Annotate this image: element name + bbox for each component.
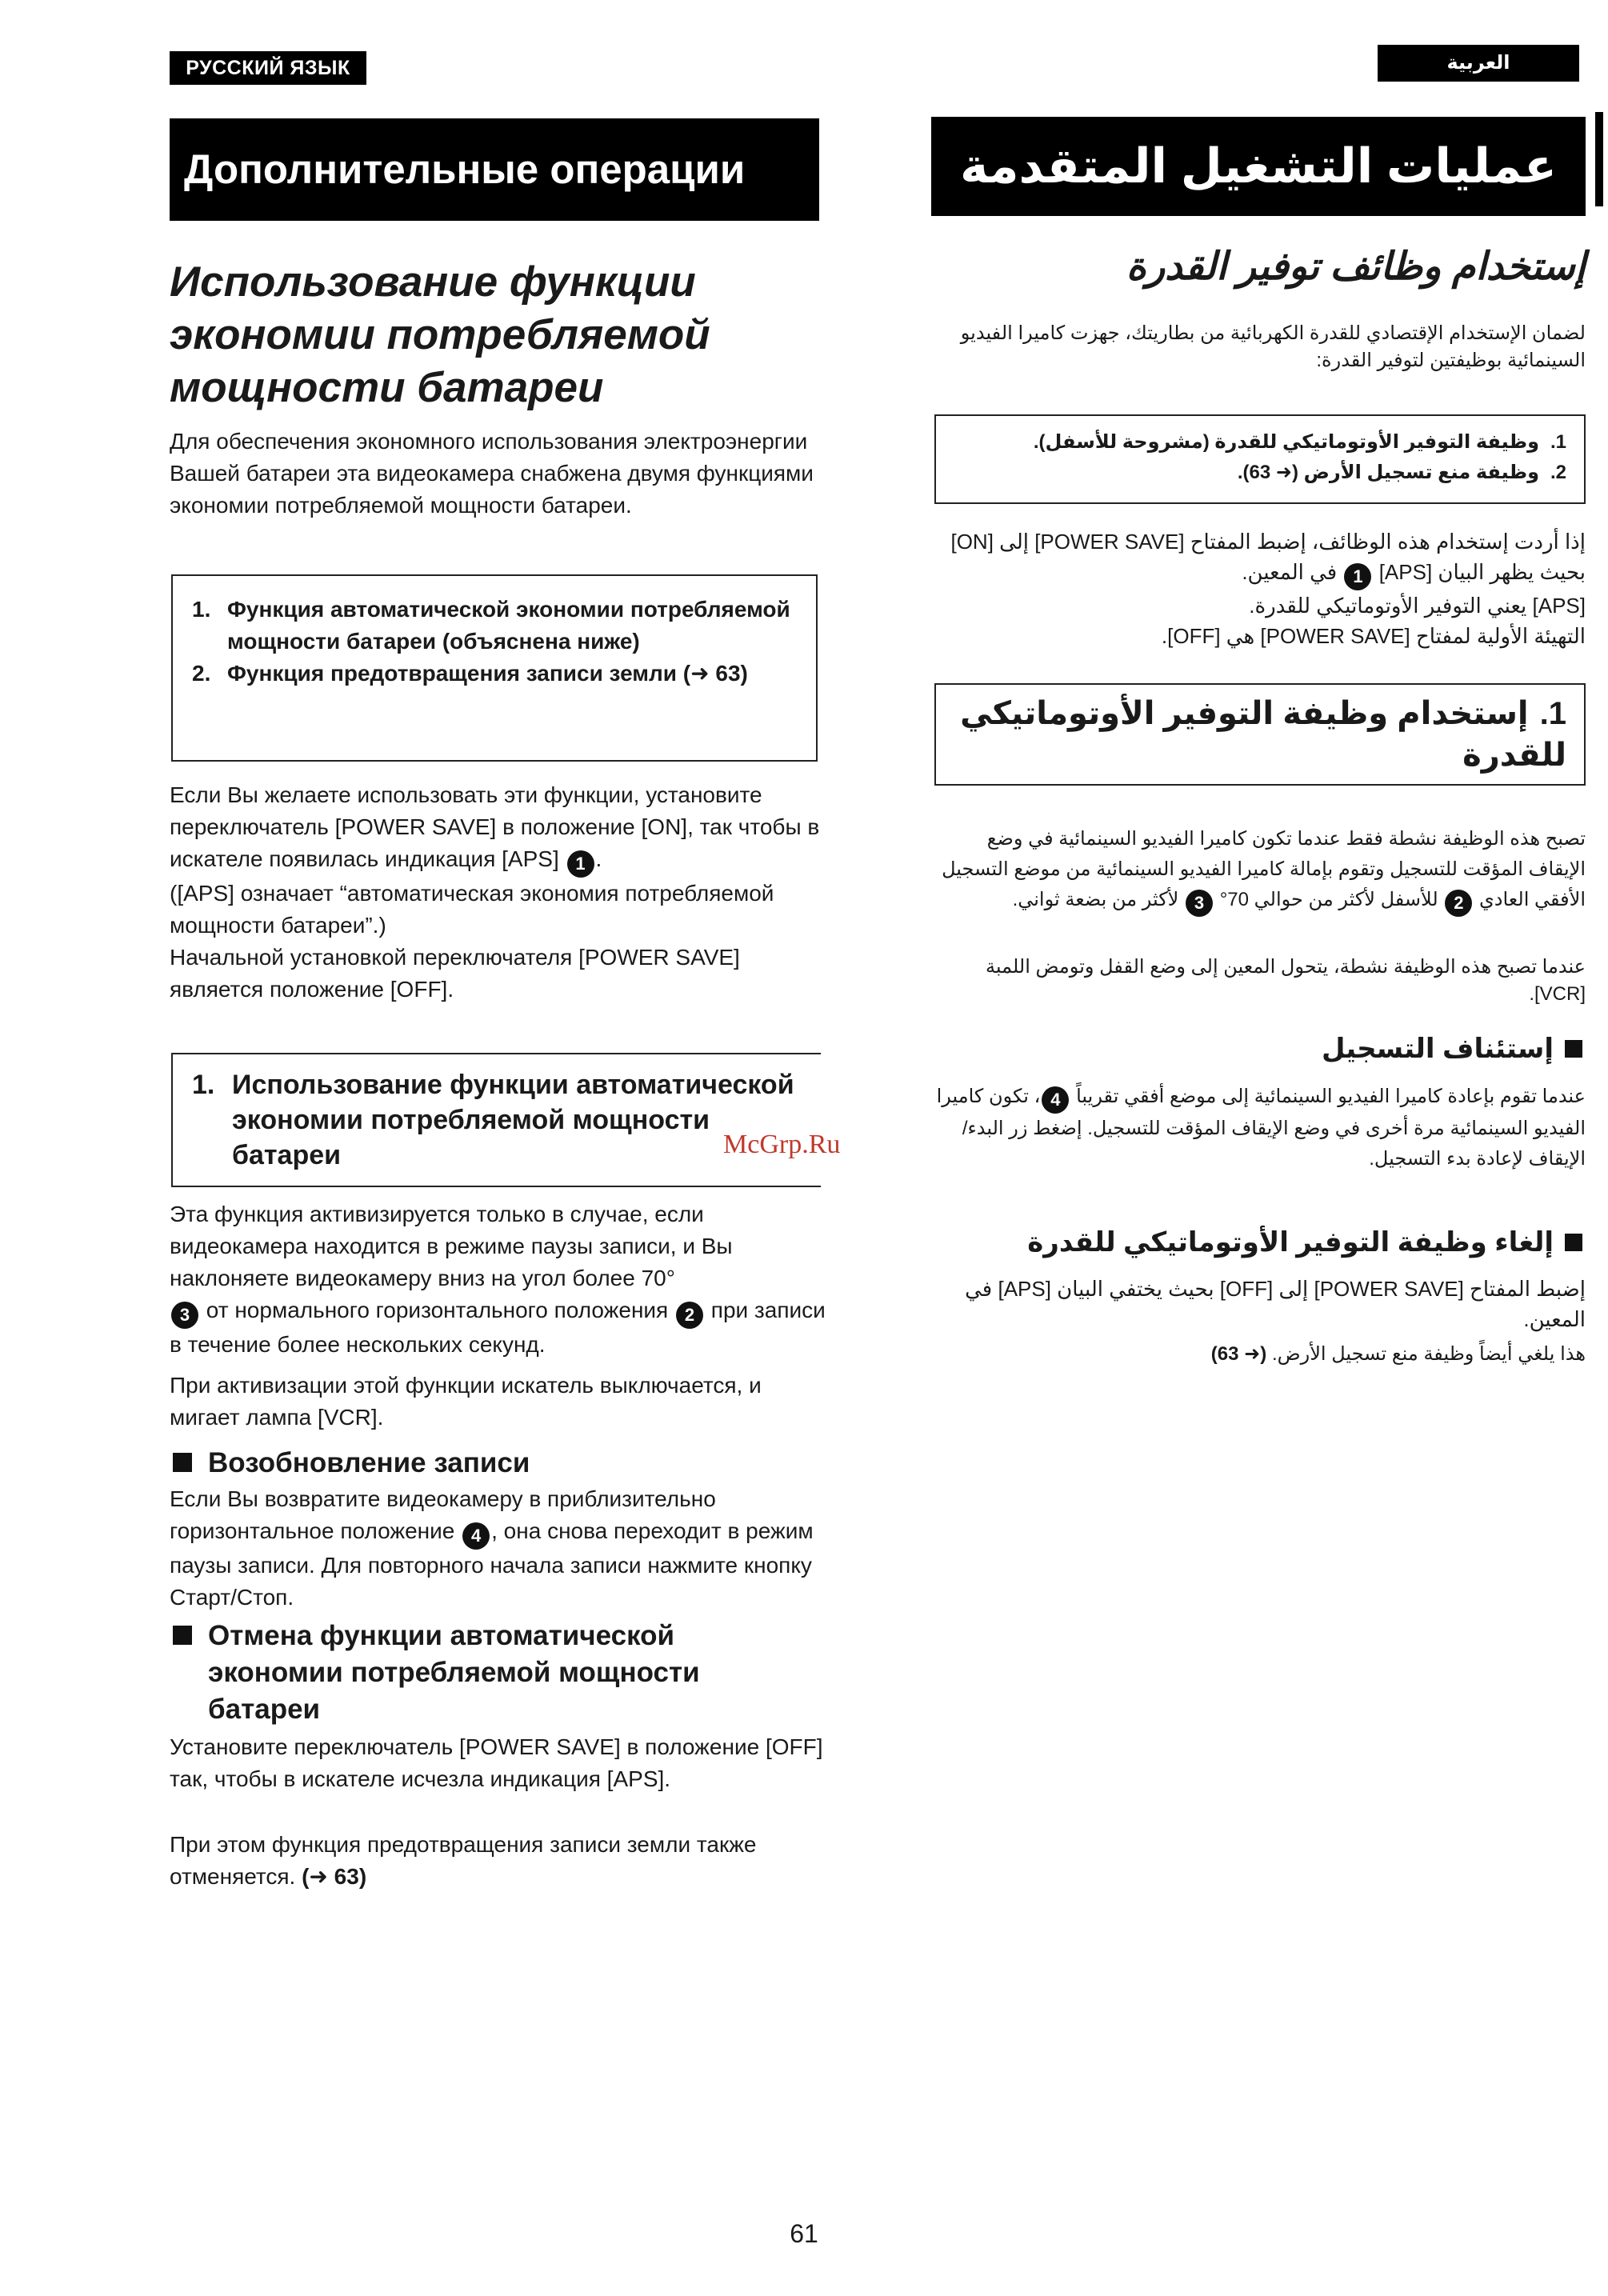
text-fragment: ، تكون كاميرا الفيديو السينمائية مرة أخرى في وضع الإيقاف المؤقت للتسجيل. إضغط زر البدء/الإيقاف لإعادة بدء التسجيل. (936, 1086, 1586, 1170)
page-reference: (➜ 63) (302, 1864, 367, 1889)
switch-paragraph-russian (170, 779, 826, 1006)
bullet-square-icon (1565, 1234, 1582, 1251)
list-text: وظيفة التوفير الأوتوماتيكي للقدرة (مشروحة للأسفل). (1033, 431, 1539, 453)
page-title-arabic: إستخدام وظائف توفير القدرة (1126, 246, 1586, 288)
list-item (958, 427, 1566, 458)
language-tab-russian: РУССКИЙ ЯЗЫК (170, 51, 366, 85)
heading-text: إلغاء وظيفة التوفير الأوتوماتيكي للقدرة (1027, 1227, 1554, 1258)
list-item (192, 658, 800, 690)
bullet-square-icon (1565, 1040, 1582, 1058)
list-number: 2. (192, 661, 211, 686)
list-item (192, 594, 800, 658)
list-text: Функция автоматической экономии потребляемой мощности батареи (объяснена ниже) (227, 597, 790, 654)
page-title-russian: Использование функции экономии потребляемой мощности батареи (170, 258, 710, 411)
resume-heading-russian (170, 1445, 826, 1482)
resume-paragraph-arabic (931, 1082, 1586, 1174)
functions-box-arabic (934, 414, 1586, 504)
heading-text: إستخدام وظيفة التوفير الأوتوماتيكي للقدرة (960, 696, 1566, 773)
list-number: 2. (1550, 462, 1566, 483)
list-number: 1. (1539, 696, 1566, 731)
resume-paragraph-russian (170, 1483, 826, 1614)
marker-4-icon: 4 (462, 1522, 490, 1550)
activate-paragraph-russian (170, 1198, 826, 1361)
watermark-link[interactable]: McGrp.Ru (723, 1130, 841, 1159)
list-text: Использование функции автоматической экономии потребляемой мощности батареи (232, 1070, 794, 1170)
text-fragment: . (595, 846, 602, 871)
list-item (958, 458, 1566, 488)
cancel-note-russian (170, 1829, 826, 1893)
text-fragment: عندما تقوم بإعادة كاميرا الفيديو السينمائية إلى موضع أفقي تقريباً (1076, 1086, 1586, 1107)
cancel-heading-russian (170, 1618, 794, 1728)
text-fragment: Если Вы желаете использовать эти функции, установите переключатель [POWER SAVE] в положение [ON], так чтобы в искателе появилась индикация [APS] (170, 782, 820, 871)
list-number: 1. (192, 597, 211, 622)
heading-text: Возобновление записи (208, 1447, 530, 1478)
intro-paragraph-arabic: لضمان الإستخدام الإقتصادي للقدرة الكهربائية من بطاريتك، جهزت كاميرا الفيديو السينمائية بوظيفتين لتوفير القدرة: (960, 322, 1586, 371)
list-text: وظيفة منع تسجيل الأرض (➜ 63). (1237, 462, 1539, 483)
heading-text: إستئناف التسجيل (1321, 1034, 1554, 1064)
text-fragment: при записи в течение более нескольких секунд. (170, 1298, 826, 1357)
text-fragment: При этом функция предотвращения записи земли также отменяется. (170, 1832, 757, 1889)
language-tab-arabic: العربية (1378, 45, 1579, 82)
page-number: 61 (790, 2219, 818, 2248)
functions-list-arabic (958, 427, 1566, 488)
text-fragment: , она снова переходит в режим паузы записи. Для повторного начала записи нажмите кнопку Старт/Стоп. (170, 1518, 814, 1610)
text-fragment: [APS] يعني التوفير الأوتوماتيكي للقدرة. (1249, 594, 1586, 618)
list-item (192, 1067, 816, 1173)
marker-1-icon: 1 (1344, 563, 1371, 590)
functions-box-russian (171, 574, 818, 762)
list-number: 1. (1550, 431, 1566, 453)
resume-heading-arabic (931, 1030, 1586, 1067)
cancel-paragraph-arabic: إضبط المفتاح [POWER SAVE] إلى [OFF] بحيث يختفي البيان [APS] في المعين. (965, 1277, 1586, 1331)
text-fragment: إذا أردت إستخدام هذه الوظائف، إضبط المفتاح [POWER SAVE] إلى [ON] بحيث يظهر البيان [APS] (950, 530, 1586, 584)
text-fragment: от нормального горизонтального положения (206, 1298, 669, 1322)
cancel-heading-arabic (931, 1224, 1586, 1261)
text-fragment: Начальной установкой переключателя [POWER SAVE] является положение [OFF]. (170, 945, 740, 1002)
text-fragment: التهيئة الأولية لمفتاح [POWER SAVE] هي [OFF]. (1161, 624, 1586, 648)
section-banner-arabic: عمليات التشغيل المتقدمة (931, 117, 1586, 216)
text-fragment: ([APS] означает “автоматическая экономия потребляемой мощности батареи”.) (170, 881, 774, 938)
viewfinder-paragraph-arabic: عندما تصبح هذه الوظيفة نشطة، يتحول المعين إلى وضع القفل وتومض اللمبة [VCR]. (985, 956, 1586, 1005)
viewfinder-paragraph-russian: При активизации этой функции искатель выключается, и мигает лампа [VCR]. (170, 1373, 762, 1430)
text-fragment: Если Вы возвратите видеокамеру в приблизительно горизонтальное положение (170, 1486, 716, 1543)
marker-1-icon: 1 (567, 850, 594, 878)
text-fragment: Эта функция активизируется только в случае, если видеокамера находится в режиме паузы записи, и Вы наклоняете видеокамеру вниз на угол более 70° (170, 1202, 733, 1290)
text-fragment: تصبح هذه الوظيفة نشطة فقط عندما تكون كاميرا الفيديو السينمائية في وضع الإيقاف المؤقت للتسجيل وتقوم بإمالة كاميرا الفيديو السينمائية من موضع التسجيل الأفقي العادي (942, 828, 1586, 910)
list-text: Функция предотвращения записи земли (➜ 63) (227, 661, 748, 686)
activate-paragraph-arabic (931, 824, 1586, 917)
text-fragment: في المعين. (1242, 560, 1338, 584)
aps-heading-box-arabic (934, 683, 1586, 786)
aps-heading-box-russian (171, 1053, 821, 1187)
page-reference: (➜ 63) (1210, 1343, 1267, 1365)
bullet-square-icon (173, 1453, 192, 1472)
cancel-note-arabic (931, 1339, 1586, 1370)
heading-text: Отмена функции автоматической экономии потребляемой мощности батареи (208, 1620, 700, 1725)
marker-4-icon: 4 (1042, 1086, 1069, 1114)
list-number: 1. (192, 1070, 215, 1100)
aps-heading-russian (192, 1067, 816, 1173)
intro-paragraph-russian: Для обеспечения экономного использования электроэнергии Вашей батареи эта видеокамера снабжена двумя функциями экономии потребляемой мощности батареи. (170, 429, 814, 518)
marker-3-icon: 3 (171, 1302, 198, 1329)
functions-list-russian (192, 594, 800, 690)
bullet-square-icon (173, 1626, 192, 1645)
text-fragment: هذا يلغي أيضاً وظيفة منع تسجيل الأرض. (1271, 1343, 1586, 1365)
text-fragment: للأسفل لأكثر من حوالي 70° (1219, 889, 1438, 910)
marker-3-icon: 3 (1186, 890, 1213, 917)
switch-paragraph-arabic (931, 526, 1586, 651)
section-banner-russian: Дополнительные операции (170, 118, 819, 221)
marker-2-icon: 2 (1445, 890, 1472, 917)
text-fragment: لأكثر من بضعة ثواني. (1012, 889, 1179, 910)
aps-heading-arabic (958, 693, 1566, 776)
cancel-paragraph-russian: Установите переключатель [POWER SAVE] в положение [OFF] так, чтобы в искателе исчезла индикация [APS]. (170, 1734, 823, 1791)
marker-2-icon: 2 (676, 1302, 703, 1329)
edge-marker-bar (1595, 112, 1603, 206)
